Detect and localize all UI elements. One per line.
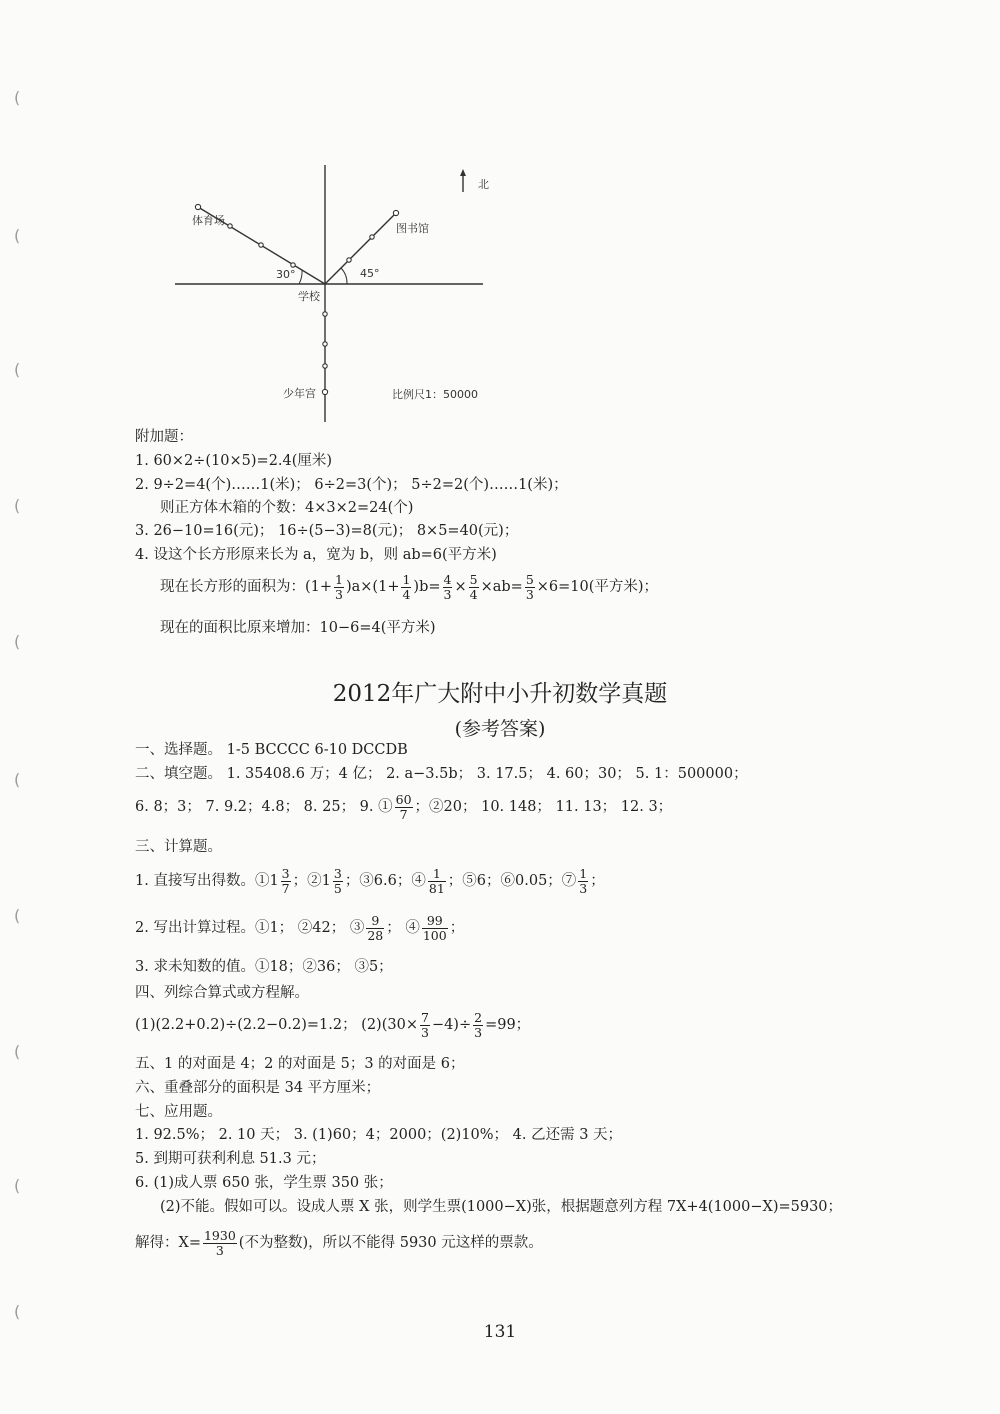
answer-section-5: 五、1 的对面是 4；2 的对面是 5；3 的对面是 6； xyxy=(135,1056,465,1072)
stadium-point xyxy=(195,204,200,209)
binding-hole-mark: ( xyxy=(14,226,21,245)
page-title: 2012年广大附中小升初数学真题 xyxy=(332,681,668,707)
answer-section-4: 四、列综合算式或方程解。 xyxy=(135,985,309,1001)
application-6c xyxy=(135,1226,543,1260)
extra-q4c: 现在的面积比原来增加：10−6=4(平方米) xyxy=(160,620,436,636)
angle-45-label: 45° xyxy=(360,267,380,280)
scale-tick xyxy=(347,258,351,262)
page-subtitle: (参考答案) xyxy=(454,718,546,740)
text: ；②20； 10. 148； 11. 13； 12. 3； xyxy=(414,799,673,815)
fraction: $\frac{1}{81}$ xyxy=(428,865,445,896)
text: )b= xyxy=(413,579,441,595)
text: ；⑤6；⑥0.05；⑦ xyxy=(447,873,577,889)
answer-section-2a: 二、填空题。 1. 35408.6 万；4 亿； 2. a−3.5b； 3. 17.5； 4. 60；30； 5. 1：500000； xyxy=(135,766,748,782)
scale-label: 比例尺1：50000 xyxy=(392,388,478,401)
text: 1. 直接写出得数。①1 xyxy=(135,873,279,889)
answer-section-2b xyxy=(135,790,672,824)
calc-3: 3. 求未知数的值。①18；②36； ③5； xyxy=(135,959,393,975)
text: (不为整数)，所以不能得 5930 元这样的票款。 xyxy=(238,1235,543,1251)
text: × xyxy=(454,579,467,595)
text: −4)÷ xyxy=(431,1017,472,1033)
scale-tick xyxy=(259,243,263,247)
stadium-label: 体育场 xyxy=(192,214,225,227)
text: ；③6.6；④ xyxy=(344,873,426,889)
angle-arc-30 xyxy=(299,270,302,284)
text: 2. 写出计算过程。①1； ②42； ③ xyxy=(135,920,365,936)
fraction: $\frac{3}{5}$ xyxy=(333,865,342,896)
fraction: $\frac{5}{3}$ xyxy=(525,571,534,602)
answer-section-3: 三、计算题。 xyxy=(135,839,222,855)
fraction: $\frac{3}{7}$ xyxy=(281,865,290,896)
application-6b: (2)不能。假如可以。设成人票 X 张，则学生票(1000−X)张，根据题意列方程 7X+4(1000−X)=5930； xyxy=(160,1199,843,1215)
angle-30-label: 30° xyxy=(276,268,296,281)
location-map-diagram xyxy=(160,160,520,430)
extra-q3: 3. 26−10=16(元)； 16÷(5−3)=8(元)； 8×5=40(元)； xyxy=(135,523,519,539)
north-label: 北 xyxy=(478,178,489,191)
page-number: 131 xyxy=(483,1322,517,1342)
answer-section-7: 七、应用题。 xyxy=(135,1104,222,1120)
application-5: 5. 到期可获利利息 51.3 元； xyxy=(135,1151,326,1167)
application-1: 1. 92.5%； 2. 10 天； 3. (1)60；4；2000；(2)10%； 4. 乙还需 3 天； xyxy=(135,1127,623,1143)
fraction: $\frac{2}{3}$ xyxy=(474,1009,483,1040)
angle-arc-45 xyxy=(341,268,347,284)
fraction: $\frac{7}{3}$ xyxy=(420,1009,429,1040)
extra-q4a: 4. 设这个长方形原来长为 a，宽为 b，则 ab=6(平方米) xyxy=(135,547,497,563)
youth-palace-point xyxy=(322,389,327,394)
fraction: $\frac{1}{3}$ xyxy=(579,865,588,896)
equation-line xyxy=(135,1008,530,1042)
youth-palace-label: 少年宫 xyxy=(283,387,316,400)
binding-hole-mark: ( xyxy=(14,88,21,107)
fraction: $\frac{5}{4}$ xyxy=(469,571,478,602)
extra-q2b: 则正方体木箱的个数：4×3×2=24(个) xyxy=(160,500,414,516)
text: 解得：X= xyxy=(135,1235,201,1251)
library-point xyxy=(393,210,398,215)
scale-tick xyxy=(291,263,295,267)
scale-tick xyxy=(323,312,327,316)
text: ×ab= xyxy=(480,579,523,595)
fraction: $\frac{4}{3}$ xyxy=(443,571,452,602)
binding-hole-mark: ( xyxy=(14,496,21,515)
library-label: 图书馆 xyxy=(396,222,429,235)
extra-q2a: 2. 9÷2=4(个)……1(米)； 6÷2=3(个)； 5÷2=2(个)……1(米)； xyxy=(135,477,568,493)
fraction: $\frac{60}{7}$ xyxy=(395,791,412,822)
text: ； xyxy=(590,873,605,889)
binding-hole-mark: ( xyxy=(14,632,21,651)
fraction: $\frac{1}{3}$ xyxy=(335,571,343,602)
binding-hole-mark: ( xyxy=(14,1042,21,1061)
text: =99； xyxy=(485,1017,531,1033)
binding-hole-mark: ( xyxy=(14,360,21,379)
fraction: $\frac{1930}{3}$ xyxy=(203,1227,236,1258)
extra-q1: 1. 60×2÷(10×5)=2.4(厘米) xyxy=(135,453,333,469)
extra-heading: 附加题： xyxy=(135,429,193,445)
text: ； xyxy=(449,920,465,936)
binding-hole-mark: ( xyxy=(14,770,21,789)
text: )a×(1+ xyxy=(345,579,400,595)
fraction: $\frac{9}{28}$ xyxy=(367,912,384,943)
scale-tick xyxy=(323,342,327,346)
application-6a: 6. (1)成人票 650 张，学生票 350 张； xyxy=(135,1175,393,1191)
binding-hole-mark: ( xyxy=(14,1176,21,1195)
binding-hole-mark: ( xyxy=(14,1302,21,1321)
calc-1 xyxy=(135,864,605,898)
text: ×6=10(平方米)； xyxy=(536,579,659,595)
scale-tick xyxy=(370,235,374,239)
extra-q4b xyxy=(160,572,658,602)
answer-section-6: 六、重叠部分的面积是 34 平方厘米； xyxy=(135,1080,381,1096)
scale-tick xyxy=(323,364,327,368)
scale-tick xyxy=(228,224,232,228)
text: ；②1 xyxy=(292,873,331,889)
answer-section-1: 一、选择题。 1-5 BCCCC 6-10 DCCDB xyxy=(135,742,408,758)
binding-hole-mark: ( xyxy=(14,906,21,925)
text: 现在长方形的面积为：(1+ xyxy=(160,579,333,595)
fraction: $\frac{99}{100}$ xyxy=(422,912,447,943)
fraction: $\frac{1}{4}$ xyxy=(402,571,411,602)
text: (1)(2.2+0.2)÷(2.2−0.2)=1.2； (2)(30× xyxy=(135,1017,418,1033)
text: 6. 8；3； 7. 9.2；4.8； 8. 25； 9. ① xyxy=(135,799,393,815)
north-arrow-icon xyxy=(460,169,466,176)
text: ； ④ xyxy=(386,920,420,936)
calc-2 xyxy=(135,911,464,945)
school-label: 学校 xyxy=(298,290,320,303)
